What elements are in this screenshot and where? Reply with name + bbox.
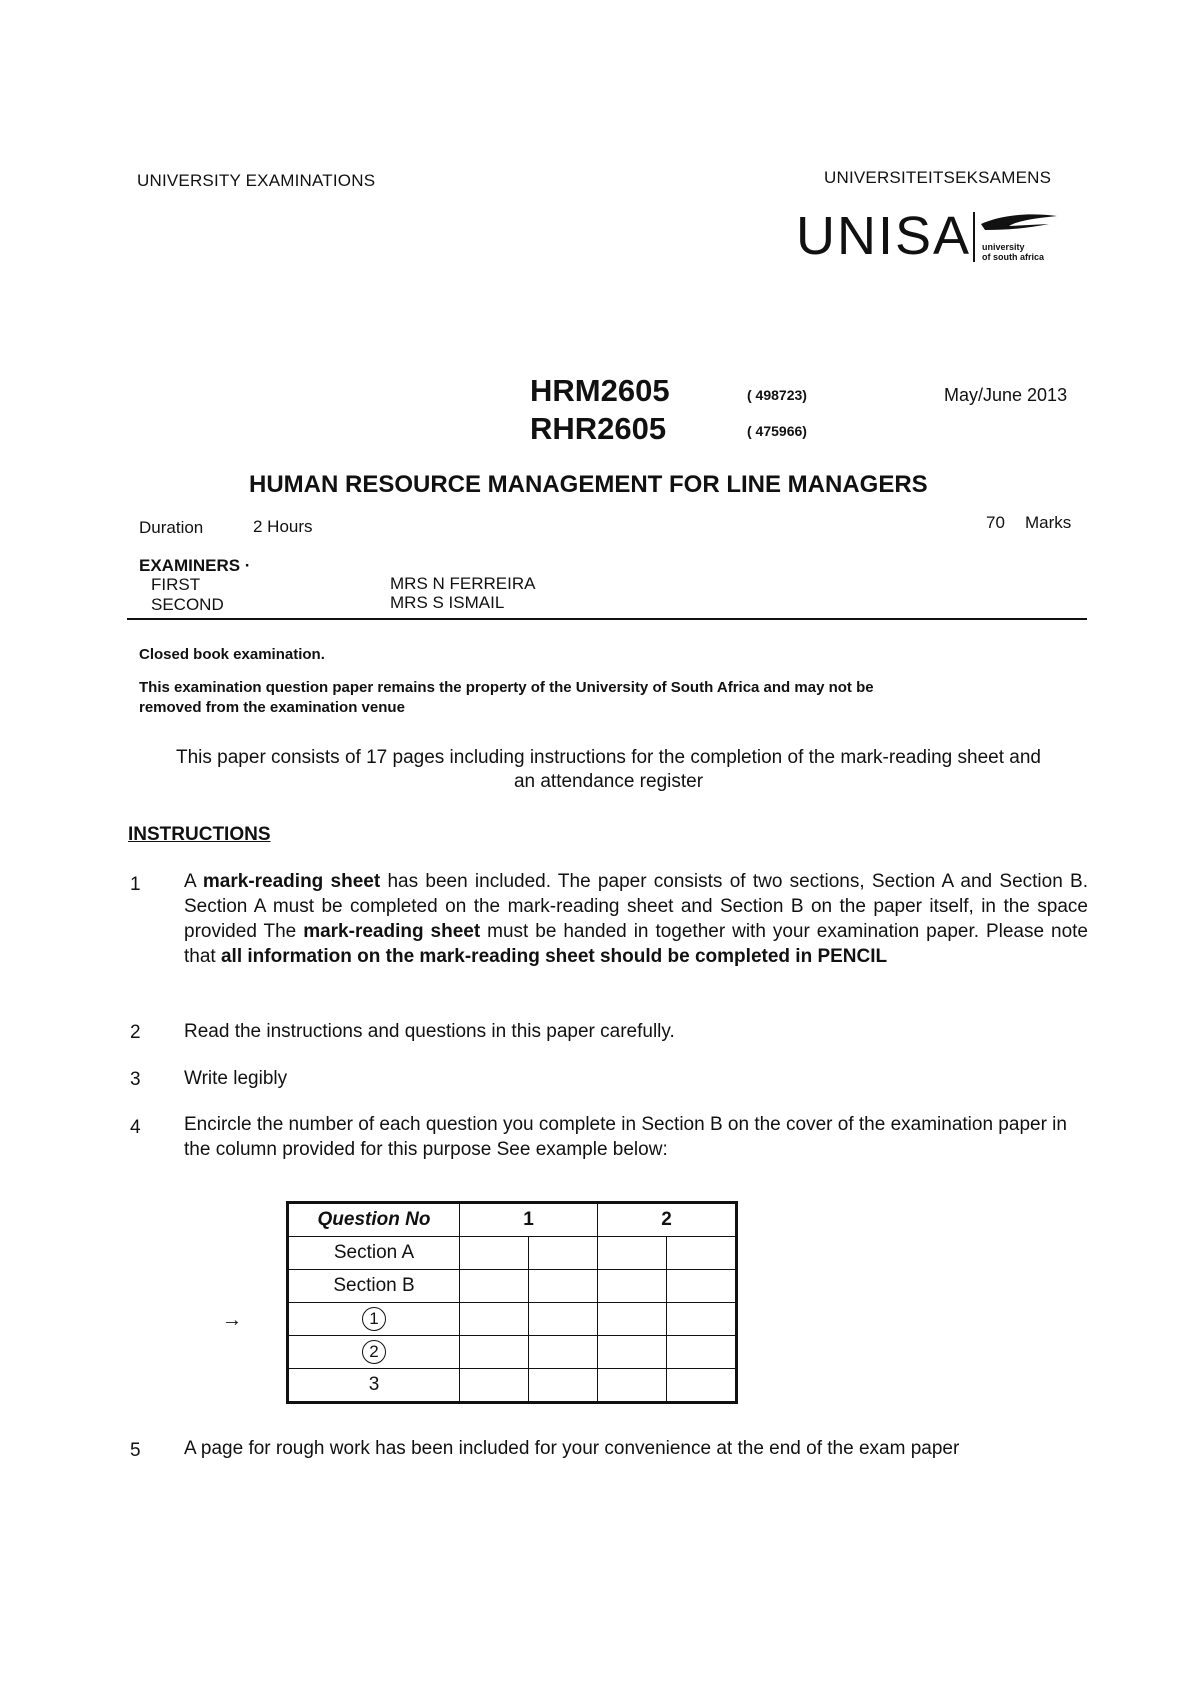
table-header-question-no: Question No bbox=[288, 1203, 460, 1237]
table-cell bbox=[529, 1270, 598, 1303]
marks-value: 70 bbox=[986, 513, 1005, 532]
instruction-1-bold-f: all information on the mark-reading sheet should be completed in PENCIL bbox=[220, 946, 888, 967]
instruction-1-text-a: A bbox=[184, 871, 203, 892]
table-row-label-circled bbox=[288, 1336, 460, 1369]
table-row-label: Section A bbox=[288, 1237, 460, 1270]
instructions-heading: INSTRUCTIONS bbox=[128, 824, 271, 845]
example-arrow: → bbox=[222, 1309, 242, 1331]
instruction-number-3: 3 bbox=[130, 1069, 141, 1090]
table-cell bbox=[598, 1303, 667, 1336]
course-number-2: ( 475966) bbox=[747, 423, 807, 439]
exam-date: May/June 2013 bbox=[944, 385, 1068, 405]
course-code-2: RHR2605 bbox=[530, 411, 667, 446]
examiner-role-first: FIRST bbox=[151, 575, 201, 594]
table-cell bbox=[529, 1369, 598, 1403]
pages-statement-line2: an attendance register bbox=[513, 771, 704, 792]
table-cell bbox=[667, 1270, 737, 1303]
table-row bbox=[288, 1369, 737, 1403]
instruction-1 bbox=[184, 869, 1088, 969]
logo-sub-line1: university bbox=[982, 242, 1025, 252]
examiner-name-first: MRS N FERREIRA bbox=[390, 574, 536, 593]
table-cell bbox=[667, 1303, 737, 1336]
table-cell bbox=[667, 1336, 737, 1369]
logo-sub-line2: of south africa bbox=[982, 252, 1045, 262]
table-cell bbox=[460, 1336, 529, 1369]
table-header-col1: 1 bbox=[460, 1203, 598, 1237]
property-notice-line2: removed from the examination venue bbox=[139, 699, 405, 716]
instruction-1-bold-d: mark-reading sheet bbox=[303, 921, 481, 942]
header-right-text: UNIVERSITEITSEKSAMENS bbox=[824, 168, 1052, 187]
pages-statement bbox=[127, 746, 1090, 794]
marks-label: Marks bbox=[1025, 513, 1072, 532]
table-row-label: 3 bbox=[288, 1369, 460, 1403]
examiner-role-second: SECOND bbox=[151, 595, 224, 614]
duration-value: 2 Hours bbox=[253, 517, 313, 536]
instruction-1-text-e: must be handed in together with your examination paper. Please note that bbox=[184, 921, 1088, 967]
table-cell bbox=[460, 1270, 529, 1303]
instruction-number-2: 2 bbox=[130, 1022, 141, 1043]
table-cell bbox=[529, 1237, 598, 1270]
instruction-number-1: 1 bbox=[130, 874, 141, 895]
logo-divider bbox=[973, 212, 975, 262]
closed-book-notice: Closed book examination. bbox=[139, 646, 325, 663]
instruction-5: A page for rough work has been included for your convenience at the end of the exam paper bbox=[184, 1438, 960, 1459]
table-cell bbox=[460, 1369, 529, 1403]
table-header-col2: 2 bbox=[598, 1203, 737, 1237]
logo-bird-icon bbox=[979, 210, 1059, 240]
table-cell bbox=[598, 1336, 667, 1369]
property-notice bbox=[139, 678, 874, 718]
table-row bbox=[288, 1270, 737, 1303]
table-row bbox=[288, 1336, 737, 1369]
logo-subtitle bbox=[982, 242, 1044, 262]
pages-statement-line1: This paper consists of 17 pages including instructions for the completion of the mark-reading sheet and bbox=[176, 747, 1041, 768]
logo-wordmark: UNISA bbox=[796, 206, 972, 266]
table-cell bbox=[460, 1303, 529, 1336]
header-rule bbox=[127, 618, 1087, 620]
instruction-number-5: 5 bbox=[130, 1440, 141, 1461]
instruction-4: Encircle the number of each question you complete in Section B on the cover of the examination paper in the column provided for this purpose See example below: bbox=[184, 1114, 1067, 1160]
table-cell bbox=[598, 1270, 667, 1303]
table-cell bbox=[598, 1369, 667, 1403]
table-cell bbox=[667, 1237, 737, 1270]
instruction-1-bold-b: mark-reading sheet bbox=[202, 871, 381, 892]
paper-title: HUMAN RESOURCE MANAGEMENT FOR LINE MANAGERS bbox=[249, 471, 928, 498]
table-row-label-circled bbox=[288, 1303, 460, 1336]
table-cell bbox=[529, 1336, 598, 1369]
course-code-1: HRM2605 bbox=[530, 373, 670, 408]
table-cell bbox=[460, 1237, 529, 1270]
example-question-table bbox=[286, 1201, 738, 1404]
unisa-logo bbox=[796, 206, 1066, 268]
header-left-text: UNIVERSITY EXAMINATIONS bbox=[137, 171, 376, 190]
property-notice-line1: This examination question paper remains the property of the University of South Africa and may not be bbox=[139, 679, 874, 696]
instruction-2: Read the instructions and questions in this paper carefully. bbox=[184, 1021, 675, 1042]
circled-number: 1 bbox=[362, 1307, 386, 1331]
table-row bbox=[288, 1237, 737, 1270]
table-cell bbox=[529, 1303, 598, 1336]
table-row bbox=[288, 1303, 737, 1336]
examiners-label: EXAMINERS · bbox=[139, 556, 251, 575]
table-header-row bbox=[288, 1203, 737, 1237]
table-row-label: Section B bbox=[288, 1270, 460, 1303]
table-cell bbox=[598, 1237, 667, 1270]
duration-label: Duration bbox=[139, 518, 204, 537]
instruction-number-4: 4 bbox=[130, 1117, 141, 1138]
instruction-3: Write legibly bbox=[184, 1068, 288, 1089]
table-cell bbox=[667, 1369, 737, 1403]
instruction-1-text-c: has been included. The paper consists of two sections, Section A and Section B. Section A must be completed on the mark-reading sheet and Section B on the paper itself, in the space provided The bbox=[184, 871, 1089, 942]
examiner-name-second: MRS S ISMAIL bbox=[390, 593, 505, 612]
course-number-1: ( 498723) bbox=[747, 387, 807, 403]
circled-number: 2 bbox=[362, 1340, 386, 1364]
